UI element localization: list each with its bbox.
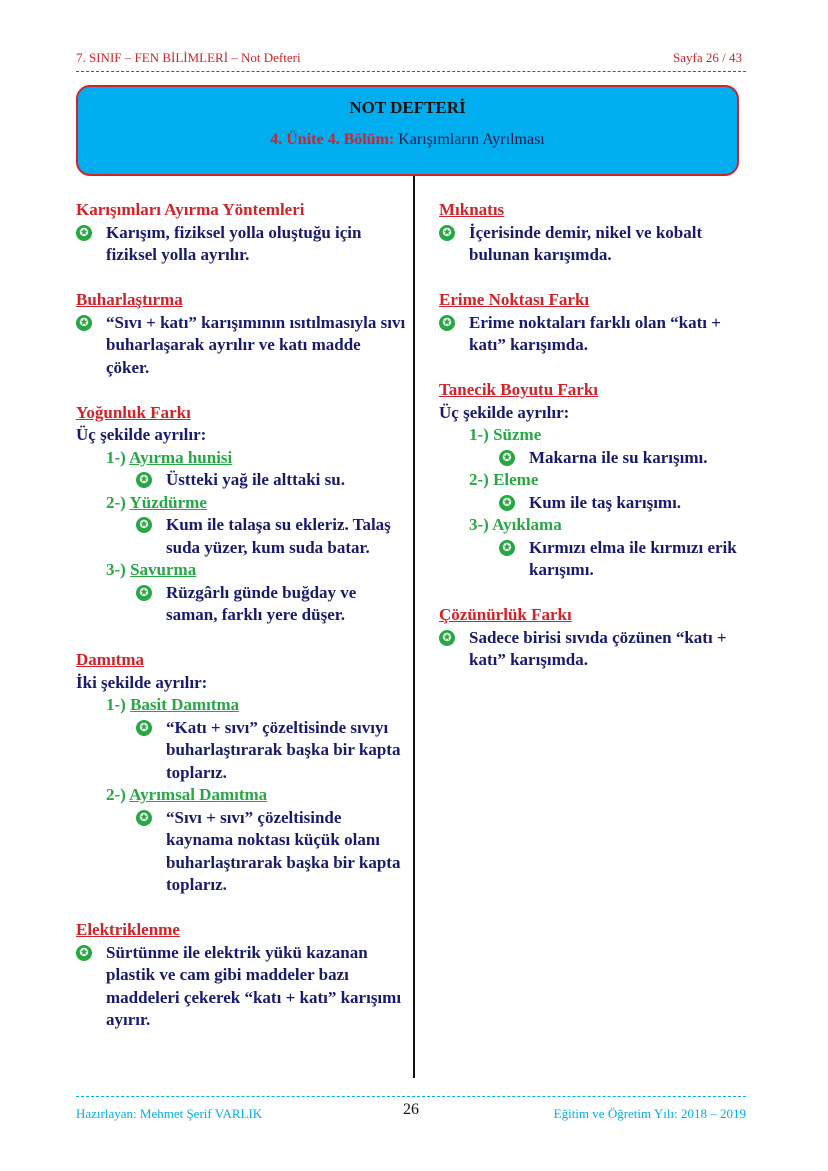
star-bullet-icon: ✪ <box>136 720 152 736</box>
page-indicator: Sayfa 26 / 43 <box>673 50 742 65</box>
section-intro: Üç şekilde ayrılır: <box>76 425 207 444</box>
section-buharlastirma <box>76 289 406 379</box>
bullet-item: ✪ Sadece birisi sıvıda çözünen “katı + katı” karışımda. <box>439 627 749 672</box>
column-divider <box>413 176 415 1078</box>
banner-title: NOT DEFTERİ <box>349 98 466 117</box>
star-bullet-icon: ✪ <box>499 450 515 466</box>
star-bullet-icon: ✪ <box>136 810 152 826</box>
header-left: 7. SINIF – FEN BİLİMLERİ – Not Defteri <box>76 50 301 65</box>
footer-page-number: 26 <box>403 1101 419 1118</box>
method-step: 1-) Süzme <box>469 425 542 444</box>
star-bullet-icon: ✪ <box>439 225 455 241</box>
method-step: 1-) Ayırma hunisi <box>106 447 233 467</box>
section-ayirma-yontemleri <box>76 199 406 267</box>
star-bullet-icon: ✪ <box>439 630 455 646</box>
sub-bullet-item: ✪ Makarna ile su karışımı. <box>439 447 749 470</box>
sub-bullet-item: ✪ Kum ile taş karışımı. <box>439 492 749 515</box>
section-title: Elektriklenme <box>76 920 180 939</box>
right-column <box>439 199 749 694</box>
section-title: Erime Noktası Farkı <box>439 290 590 309</box>
section-title: Buharlaştırma <box>76 290 183 309</box>
bullet-item: ✪ Karışım, fiziksel yolla oluştuğu için fiziksel yolla ayrılır. <box>76 222 406 267</box>
star-bullet-icon: ✪ <box>76 315 92 331</box>
star-bullet-icon: ✪ <box>136 585 152 601</box>
sub-bullet-item: ✪ Üstteki yağ ile alttaki su. <box>76 469 406 492</box>
star-bullet-icon: ✪ <box>439 315 455 331</box>
method-step: 2-) Ayrımsal Damıtma <box>106 785 268 804</box>
method-step: 3-) Savurma <box>106 560 197 579</box>
bullet-item: ✪ Sürtünme ile elektrik yükü kazanan plastik ve cam gibi maddeler bazı maddeleri çekerek “katı + katı” karışımı ayırır. <box>76 942 406 1032</box>
section-title: Damıtma <box>76 650 144 669</box>
sub-bullet-item: ✪ Kum ile talaşa su ekleriz. Talaş suda yüzer, kum suda batar. <box>76 514 406 559</box>
section-miknatis <box>439 199 749 267</box>
star-bullet-icon: ✪ <box>136 517 152 533</box>
title-banner <box>76 85 739 176</box>
section-title: Tanecik Boyutu Farkı <box>439 380 599 399</box>
sub-bullet-item: ✪ Kırmızı elma ile kırmızı erik karışımı. <box>439 537 749 582</box>
sub-bullet-item: ✪ “Katı + sıvı” çözeltisinde sıvıyı buharlaştırarak başka bir kapta toplarız. <box>76 717 406 785</box>
section-cozunurluk-farki <box>439 604 749 672</box>
method-step: 2-) Eleme <box>469 470 539 489</box>
section-elektriklenme <box>76 919 406 1032</box>
section-yogunluk-farki <box>76 402 406 627</box>
banner-unit: 4. Ünite 4. Bölüm: <box>270 131 395 148</box>
section-title: Mıknatıs <box>439 200 505 219</box>
section-intro: Üç şekilde ayrılır: <box>439 402 570 422</box>
method-step: 3-) Ayıklama <box>469 515 562 534</box>
header-divider <box>76 71 746 72</box>
footer-author: Hazırlayan: Mehmet Şerif VARLIK <box>76 1106 263 1121</box>
section-tanecik-boyutu <box>439 379 749 582</box>
section-damitma <box>76 649 406 897</box>
banner-topic: Karışımların Ayrılması <box>398 131 545 148</box>
method-step: 2-) Yüzdürme <box>106 492 207 512</box>
star-bullet-icon: ✪ <box>76 945 92 961</box>
bullet-item: ✪ İçerisinde demir, nikel ve kobalt bulunan karışımda. <box>439 222 749 267</box>
section-erime-noktasi <box>439 289 749 357</box>
footer-divider <box>76 1096 746 1097</box>
method-step: 1-) Basit Damıtma <box>106 695 240 714</box>
section-intro: İki şekilde ayrılır: <box>76 672 208 692</box>
section-title: Karışımları Ayırma Yöntemleri <box>76 200 305 219</box>
bullet-item: ✪ “Sıvı + katı” karışımının ısıtılmasıyla sıvı buharlaşarak ayrılır ve katı madde çöker. <box>76 312 406 380</box>
section-title: Çözünürlük Farkı <box>439 605 572 624</box>
bullet-item: ✪ Erime noktaları farklı olan “katı + katı” karışımda. <box>439 312 749 357</box>
section-title: Yoğunluk Farkı <box>76 402 191 422</box>
star-bullet-icon: ✪ <box>499 540 515 556</box>
star-bullet-icon: ✪ <box>499 495 515 511</box>
left-column <box>76 199 406 1054</box>
star-bullet-icon: ✪ <box>76 225 92 241</box>
banner-subtitle <box>78 131 737 149</box>
sub-bullet-item: ✪ Rüzgârlı günde buğday ve saman, farklı yere düşer. <box>76 582 406 627</box>
footer-school-year: Eğitim ve Öğretim Yılı: 2018 – 2019 <box>553 1106 746 1121</box>
star-bullet-icon: ✪ <box>136 472 152 488</box>
sub-bullet-item: ✪ “Sıvı + sıvı” çözeltisinde kaynama noktası küçük olanı buharlaştırarak başka bir kapta toplarız. <box>76 807 406 897</box>
